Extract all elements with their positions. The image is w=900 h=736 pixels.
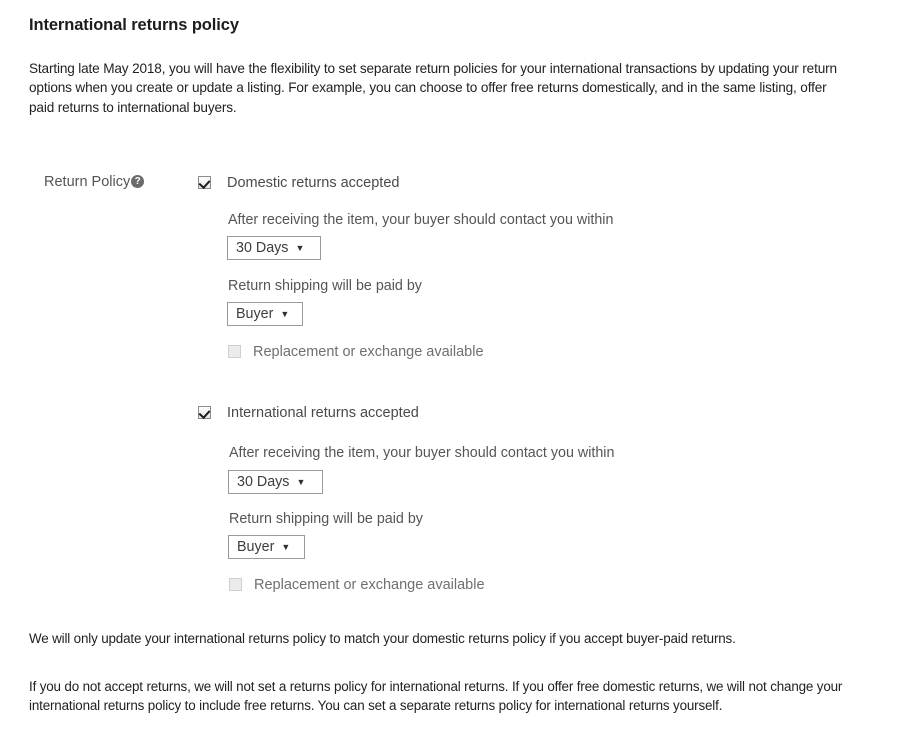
international-contact-window-label: After receiving the item, your buyer should contact you within bbox=[229, 445, 615, 461]
chevron-down-icon: ▼ bbox=[296, 477, 306, 487]
international-shipping-paid-label: Return shipping will be paid by bbox=[229, 511, 423, 527]
intro-paragraph: Starting late May 2018, you will have the flexibility to set separate return policies for your international transactions by updating your return options when you create or update a listing. For example, you can choose to offer free returns domestically, and in the same listing, offer paid returns to international buyers. bbox=[29, 61, 837, 115]
chevron-down-icon: ▼ bbox=[295, 243, 305, 253]
help-question-icon[interactable]: ? bbox=[131, 175, 144, 188]
international-replacement-label[interactable]: Replacement or exchange available bbox=[254, 577, 485, 593]
return-policy-field-label bbox=[44, 174, 144, 190]
international-shipping-paid-value: Buyer bbox=[237, 539, 275, 555]
domestic-replacement-label[interactable]: Replacement or exchange available bbox=[253, 344, 484, 360]
international-replacement-checkbox[interactable] bbox=[229, 578, 242, 591]
domestic-shipping-paid-value: Buyer bbox=[236, 306, 274, 322]
domestic-shipping-paid-label: Return shipping will be paid by bbox=[228, 278, 422, 294]
domestic-contact-window-select[interactable] bbox=[227, 236, 321, 260]
footer-paragraph-1: We will only update your international returns policy to match your domestic returns policy if you accept buyer-paid returns. bbox=[29, 631, 736, 646]
domestic-contact-window-value: 30 Days bbox=[236, 240, 289, 256]
domestic-returns-accepted-checkbox[interactable] bbox=[198, 176, 211, 189]
international-returns-accepted-label[interactable]: International returns accepted bbox=[227, 405, 419, 421]
chevron-down-icon: ▼ bbox=[281, 542, 291, 552]
field-label-text: Return Policy bbox=[44, 174, 131, 190]
domestic-contact-window-label: After receiving the item, your buyer should contact you within bbox=[228, 212, 614, 228]
international-shipping-paid-select[interactable] bbox=[228, 535, 305, 559]
chevron-down-icon: ▼ bbox=[280, 309, 290, 319]
international-contact-window-value: 30 Days bbox=[237, 474, 290, 490]
footer-paragraph-2: If you do not accept returns, we will not set a returns policy for international returns. If you offer free domestic returns, we will not change your international returns policy to include free returns. You can set a separate returns policy for international returns yourself. bbox=[29, 679, 843, 713]
domestic-shipping-paid-select[interactable] bbox=[227, 302, 303, 326]
page-title: International returns policy bbox=[29, 16, 239, 34]
international-returns-accepted-checkbox[interactable] bbox=[198, 406, 211, 419]
domestic-returns-accepted-label[interactable]: Domestic returns accepted bbox=[227, 175, 400, 191]
international-contact-window-select[interactable] bbox=[228, 470, 323, 494]
domestic-replacement-checkbox[interactable] bbox=[228, 345, 241, 358]
